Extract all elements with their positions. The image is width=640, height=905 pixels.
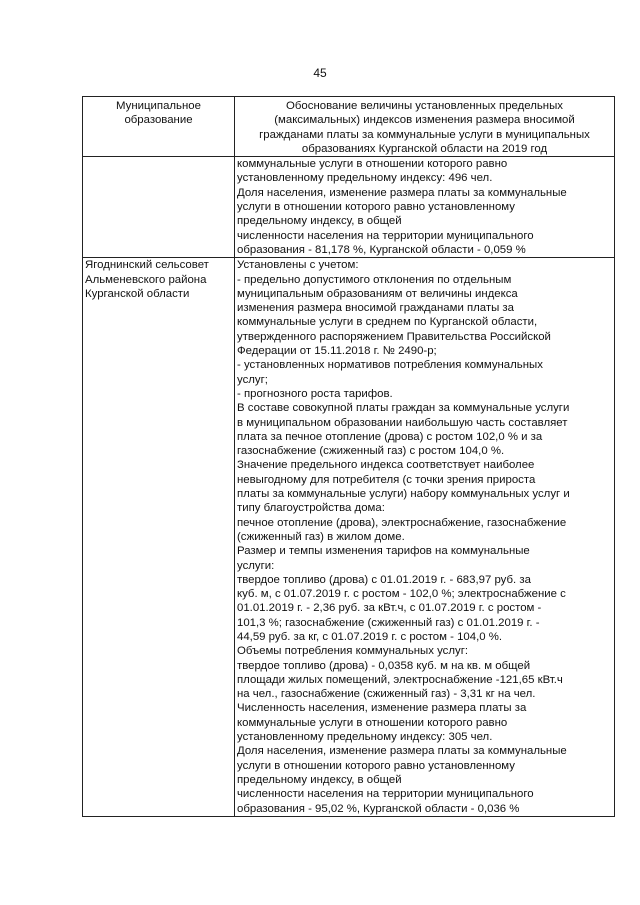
text-line: 01.01.2019 г. - 2,36 руб. за кВт.ч, с 01.07.2019 г. с ростом - — [237, 602, 542, 615]
text-line: коммунальные услуги в отношении которого равно — [237, 716, 508, 729]
table-row — [83, 258, 615, 817]
text-line: образование — [124, 114, 193, 127]
text-line: типу благоустройства дома: — [237, 502, 385, 515]
text-line: - предельно допустимого отклонения по отдельным — [237, 273, 512, 286]
text-line: Муниципальное — [116, 100, 201, 112]
text-line: установленному предельному индексу: 496 чел. — [237, 172, 493, 185]
text-line: численности населения на территории муниципального — [237, 788, 534, 801]
text-line: куб. м, с 01.07.2019 г. с ростом - 102,0 %; электроснабжение с — [237, 588, 566, 601]
justification-cell — [235, 157, 615, 258]
text-line: услуги в отношении которого равно установленному — [237, 759, 515, 772]
page-number: 45 — [313, 66, 327, 80]
text-line: - установленных нормативов потребления коммунальных — [237, 359, 543, 372]
text-line: в муниципальном образовании наибольшую часть составляет — [237, 416, 568, 429]
text-line: плата за печное отопление (дрова) с ростом 102,0 % и за — [237, 430, 543, 443]
text-line: образования - 95,02 %, Курганской области - 0,036 % — [237, 802, 520, 815]
text-line: услуг; — [237, 373, 268, 386]
text-line: муниципальным образованиям от величины индекса — [237, 287, 518, 300]
municipality-cell — [83, 157, 235, 258]
text-line: платы за коммунальные услуги) набору коммунальных услуг и — [237, 488, 570, 501]
text-line: (сжиженный газ) в жилом доме. — [237, 530, 405, 543]
header-justification — [235, 97, 615, 157]
text-line: невыгодному для потребителя (с точки зрения прироста — [237, 473, 536, 486]
justification-table — [82, 96, 615, 817]
text-line: услуги: — [237, 559, 275, 572]
table-row — [83, 157, 615, 258]
text-line: установленному предельному индексу: 305 чел. — [237, 731, 493, 744]
text-line: численности населения на территории муниципального — [237, 229, 534, 242]
text-line: Численность населения, изменение размера платы за — [237, 702, 527, 715]
text-line: - прогнозного роста тарифов. — [237, 387, 393, 400]
text-line: образованиях Курганской области на 2019 год — [301, 142, 548, 155]
text-line: Значение предельного индекса соответствует наиболее — [237, 459, 535, 472]
text-line: образования - 81,178 %, Курганской области - 0,059 % — [237, 243, 526, 256]
text-line: 101,3 %; газоснабжение (сжиженный газ) с 01.01.2019 г. - — [237, 616, 540, 629]
text-line: (максимальных) индексов изменения размера вносимой — [274, 114, 575, 127]
text-line: на чел., газоснабжение (сжиженный газ) - 3,31 кг на чел. — [237, 688, 536, 701]
text-line: Доля населения, изменение размера платы за коммунальные — [237, 745, 567, 758]
text-line: Ягоднинский сельсовет — [85, 259, 209, 272]
text-line: Объемы потребления коммунальных услуг: — [237, 645, 469, 658]
text-line: Альменевского района — [85, 273, 207, 286]
text-line: коммунальные услуги в среднем по Курганской области, — [237, 316, 538, 329]
text-line: предельному индексу, в общей — [237, 773, 402, 786]
text-line: коммунальные услуги в отношении которого равно — [237, 158, 508, 171]
table-header-row — [83, 97, 615, 157]
text-line: Обоснование величины установленных предельных — [286, 100, 563, 112]
text-line: печное отопление (дрова), электроснабжение, газоснабжение — [237, 516, 567, 529]
text-line: Установлены с учетом: — [237, 259, 359, 272]
text-line: Курганской области — [85, 287, 190, 300]
text-line: гражданами платы за коммунальные услуги в муниципальных — [259, 128, 590, 141]
text-line: Федерации от 15.11.2018 г. № 2490-р; — [237, 345, 437, 358]
text-line: В составе совокупной платы граждан за коммунальные услуги — [237, 402, 570, 415]
justification-cell — [235, 258, 615, 817]
text-line: Размер и темпы изменения тарифов на коммунальные — [237, 545, 530, 558]
text-line: твердое топливо (дрова) - 0,0358 куб. м на кв. м общей — [237, 659, 531, 672]
header-municipality — [83, 97, 235, 157]
text-line: услуги в отношении которого равно установленному — [237, 201, 515, 214]
text-line: Доля населения, изменение размера платы за коммунальные — [237, 186, 567, 199]
text-line: утвержденного распоряжением Правительства Российской — [237, 330, 551, 343]
text-line: площади жилых помещений, электроснабжение -121,65 кВт.ч — [237, 673, 563, 686]
text-line: 44,59 руб. за кг, с 01.07.2019 г. с ростом - 104,0 %. — [237, 630, 503, 643]
municipality-cell — [83, 258, 235, 817]
text-line: газоснабжение (сжиженный газ) с ростом 104,0 %. — [237, 445, 505, 458]
text-line: твердое топливо (дрова) с 01.01.2019 г. - 683,97 руб. за — [237, 573, 531, 586]
text-line: предельному индексу, в общей — [237, 215, 402, 228]
text-line: изменения размера вносимой гражданами платы за — [237, 302, 514, 315]
